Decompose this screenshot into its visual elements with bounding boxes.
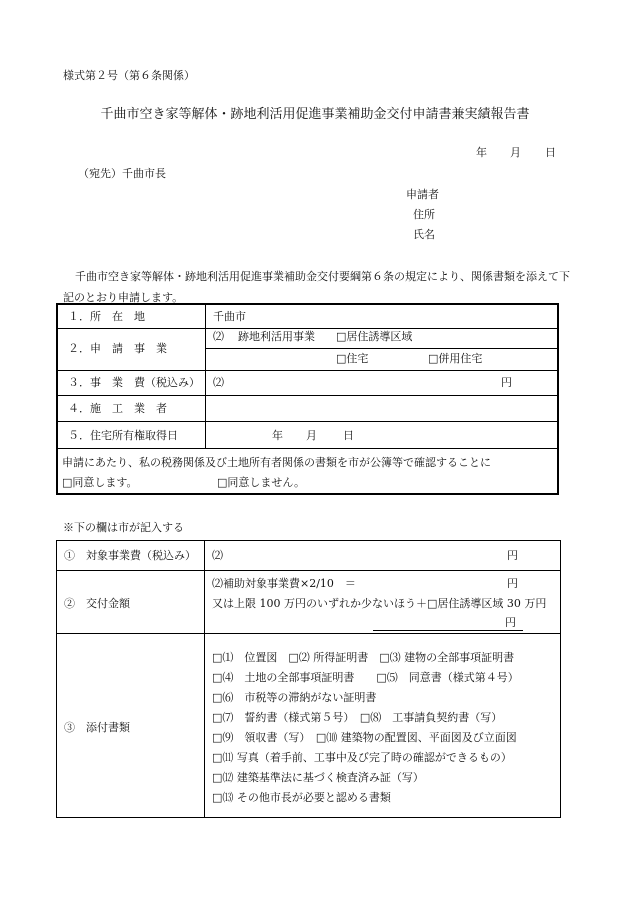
attachment-item[interactable]: □⑾ 写真（着手前、工事中及び完了時の確認ができるもの） xyxy=(212,751,512,764)
addressee: （宛先）千曲市長 xyxy=(78,167,166,180)
project-number: ⑵ xyxy=(213,330,224,343)
project-type: 跡地利活用事業 xyxy=(238,330,315,343)
city-use-table xyxy=(56,540,561,818)
target-cost-unit: 円 xyxy=(507,549,518,562)
city-use-note: ※下の欄は市が記入する xyxy=(63,521,184,534)
acquisition-day: 日 xyxy=(343,429,354,442)
application-table xyxy=(56,303,559,495)
acquisition-year: 年 xyxy=(272,429,283,442)
form-number: 様式第２号（第６条関係） xyxy=(63,69,195,82)
consent-statement: 申請にあたり、私の税務関係及び土地所有者関係の書類を市が公簿等で確認することに xyxy=(62,456,491,469)
row-divider xyxy=(57,570,560,571)
contractor-label: ４．施 工 業 者 xyxy=(68,402,167,415)
intro-paragraph: 千曲市空き家等解体・跡地利活用促進事業補助金交付要綱第６条の規定により、関係書類を添えて下記のとおり申請します。 xyxy=(63,270,570,304)
acquisition-month: 月 xyxy=(306,429,317,442)
location-label: １．所 在 地 xyxy=(68,310,145,323)
project-cost-unit: 円 xyxy=(501,376,512,389)
grant-total-unit: 円 xyxy=(505,616,516,629)
consent-disagree-checkbox[interactable]: □同意しません。 xyxy=(217,476,306,489)
grant-amount-label: ② 交付金額 xyxy=(64,597,130,610)
acquisition-date-label: ５．住宅所有権取得日 xyxy=(68,429,178,442)
house-checkbox[interactable]: □住宅 xyxy=(336,352,369,365)
row-divider xyxy=(206,348,557,349)
target-cost-number: ⑵ xyxy=(212,549,223,562)
date-year-label: 年 xyxy=(476,146,487,159)
attachment-item[interactable]: □⑿ 建築基準法に基づく検査済み証（写） xyxy=(212,771,424,784)
column-divider xyxy=(205,305,206,448)
attachment-item[interactable]: □⑼ 領収書（写） □⑽ 建築物の配置図、平面図及び立面図 xyxy=(212,731,517,744)
project-cost-label: ３．事 業 費（税込み） xyxy=(68,376,200,389)
target-cost-label: ① 対象事業費（税込み） xyxy=(64,549,196,562)
row-divider xyxy=(58,395,557,396)
name-label: 氏名 xyxy=(413,228,435,241)
mixed-use-house-checkbox[interactable]: □併用住宅 xyxy=(428,352,483,365)
consent-agree-checkbox[interactable]: □同意します。 xyxy=(62,476,138,489)
date-day-label: 日 xyxy=(545,146,556,159)
grant-limit-text: 又は上限 100 万円のいずれか少ないほう＋□居住誘導区域 30 万円 xyxy=(212,597,547,610)
project-cost-number: ⑵ xyxy=(213,376,224,389)
form-title: 千曲市空き家等解体・跡地利活用促進事業補助金交付申請書兼実績報告書 xyxy=(100,107,530,122)
attachment-item[interactable]: □⑷ 土地の全部事項証明書 □⑸ 同意書（様式第４号） xyxy=(212,671,519,684)
row-divider xyxy=(58,328,557,329)
address-label: 住所 xyxy=(413,208,435,221)
grant-formula: ⑵補助対象事業費×2/10 ＝ xyxy=(212,577,356,590)
attachment-item[interactable]: □⑴ 位置図 □⑵ 所得証明書 □⑶ 建物の全部事項証明書 xyxy=(212,651,515,664)
row-divider xyxy=(58,421,557,422)
date-month-label: 月 xyxy=(510,146,521,159)
location-value[interactable]: 千曲市 xyxy=(213,310,246,323)
attachment-item[interactable]: □⑺ 誓約書（様式第５号） □⑻ 工事請負契約書（写） xyxy=(212,711,503,724)
grant-formula-unit: 円 xyxy=(507,577,518,590)
project-label: ２．申 請 事 業 xyxy=(68,342,167,355)
applicant-label: 申請者 xyxy=(406,188,439,201)
row-divider xyxy=(58,370,557,371)
attachment-item[interactable]: □⑹ 市税等の滞納がない証明書 xyxy=(212,691,377,704)
attachment-item[interactable]: □⒀ その他市長が必要と認める書類 xyxy=(212,791,391,804)
grant-total-underline xyxy=(373,630,523,631)
column-divider xyxy=(204,541,205,817)
residential-zone-checkbox[interactable]: □居住誘導区域 xyxy=(336,330,413,343)
attachments-label: ③ 添付書類 xyxy=(64,721,130,734)
row-divider xyxy=(57,633,560,634)
row-divider xyxy=(58,448,557,449)
